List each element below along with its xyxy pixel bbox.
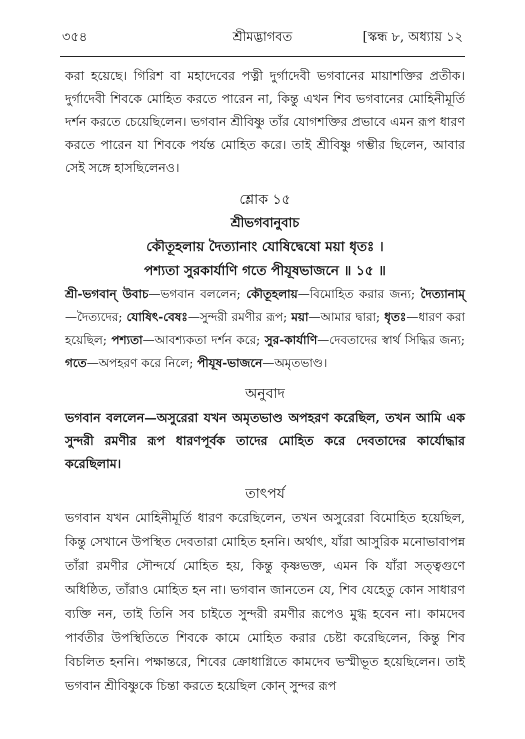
translation-paragraph: ভগবান বললেন—অসুরেরা যখন অমৃতভাণ্ড অপহরণ করেছিল, তখন আমি এক সুন্দরী রমণীর রূপ ধারণপূর্বক তাদের মোহিত করে দেবতাদের কার্যোদ্ধার করেছিলাম। [65,410,465,471]
synonym-term: ধৃতঃ [384,310,407,324]
synonym-meaning: দৈত্যদের; [77,310,123,324]
synonym-meaning: আবশ্যকতা দর্শন করে; [154,333,261,347]
synonym-meaning: অপহরণ করে নিলে; [98,356,194,370]
synonym-meaning: সুন্দরী রমণীর রূপ; [199,310,288,324]
synonym-term: দৈত্যানাম্ [420,287,465,301]
synonym-term: কৌতূহলায় [246,287,298,301]
synonym-meaning: দেবতাদের স্বার্থ সিদ্ধির জন্য; [329,333,465,347]
synonym-meaning: ধারণ করা হয়েছিল; [65,310,465,347]
translation-heading: অনুবাদ [245,386,285,402]
synonym-term: পীযূষ-ভাজনে [197,356,263,370]
synonym-meaning: ভগবান বললেন; [160,287,241,301]
header-rule [60,56,465,57]
synonym-term: পশ্যতা [111,333,143,347]
synonym-term: ময়া [291,310,309,324]
synonyms-paragraph: শ্রী-ভগবান্ উবাচ—ভগবান বললেন; কৌতূহলায়—বিমোহিত করার জন্য; দৈত্যানাম্—দৈত্যদের; যোষিৎ-বেষঃ—সুন্দরী রমণীর রূপ; ময়া—আমার দ্বারা; ধৃতঃ—ধারণ করা হয়েছিল; পশ্যতা—আবশ্যকতা দর্শন করে; সুর-কার্যাণি—দেবতাদের স্বার্থ সিদ্ধির জন্য; গতে—অপহরণ করে নিলে; পীযূষ-ভাজনে—অমৃতভাণ্ড। [65,287,465,370]
synonym-meaning: বিমোহিত করার জন্য; [309,287,416,301]
intro-paragraph: করা হয়েছে। গিরিশ বা মহাদেবের পত্নী দুর্গাদেবী ভগবানের মায়াশক্তির প্রতীক। দুর্গাদেবী শিবকে মোহিত করতে পারেন না, কিন্তু এখন শিব ভগবানের মোহিনীমূর্তি দর্শন করতে চেয়েছিলেন। ভগবান শ্রীবিষ্ণু তাঁর যোগশক্তির প্রভাবে এমন রূপ ধারণ করতে পারেন যা শিবকে পর্যন্ত মোহিত করে। তাই শ্রীবিষ্ণু গম্ভীর ছিলেন, আবার সেই সঙ্গে হাসছিলেনও। [65,68,465,175]
book-title: শ্রীমদ্ভাগবত [232,30,293,45]
verse-line-1: কৌতূহলায় দৈত্যানাং যোষিদ্বেষো ময়া ধৃতঃ । [146,239,384,255]
synonym-term: সুর-কার্যাণি [264,333,318,347]
verse-speaker: শ্রীভগবানুবাচ [230,216,300,231]
synonym-term: গতে [65,356,87,370]
purport-paragraph: ভগবান যখন মোহিনীমূর্তি ধারণ করেছিলেন, তখন অসুরেরা বিমোহিত হয়েছিল, কিন্তু সেখানে উপস্থিত দেবতারা মোহিত হননি। অর্থাৎ, যাঁরা আসুরিক মনোভাবাপন্ন তাঁরা রমণীর সৌন্দর্যে মোহিত হয়, কিন্তু কৃষ্ণভক্ত, এমন কি যাঁরা সত্ত্বগুণে অধিষ্ঠিত, তাঁরাও মোহিত হন না। ভগবান জানতেন যে, শিব যেহেতু কোন সাধারণ ব্যক্তি নন, তাই তিনি সব চাইতে সুন্দরী রমণীর রূপেও মুগ্ধ হবেন না। কামদেব পার্বতীর উপস্থিতিতে শিবকে কামে মোহিত করার চেষ্টা করেছিলেন, কিন্তু শিব বিচলিত হননি। পক্ষান্তরে, শিবের ক্রোধাগ্নিতে কামদেব ভস্মীভূত হয়েছিলেন। তাই ভগবান শ্রীবিষ্ণুকে চিন্তা করতে হয়েছিল কোন্ সুন্দর রূপ [65,510,465,693]
verse-line-2: পশ্যতা সুরকার্যাণি গতে পীযূষভাজনে ॥ ১৫ ॥ [144,263,386,279]
page-body [65,64,465,698]
synonym-term: যোষিৎ-বেষঃ [126,310,188,324]
section-reference: [স্কন্ধ ৮, অধ্যায় ১২ [362,30,463,45]
page-number: ৩৫৪ [62,30,88,45]
synonym-meaning: অমৃতভাণ্ড। [274,356,328,370]
page-header [62,28,463,50]
verse-title: শ্লোক ১৫ [239,192,291,208]
purport-heading: তাৎপর্য [245,486,285,502]
synonym-meaning: আমার দ্বারা; [320,310,381,324]
synonym-term: শ্রী-ভগবান্ উবাচ [65,287,149,301]
